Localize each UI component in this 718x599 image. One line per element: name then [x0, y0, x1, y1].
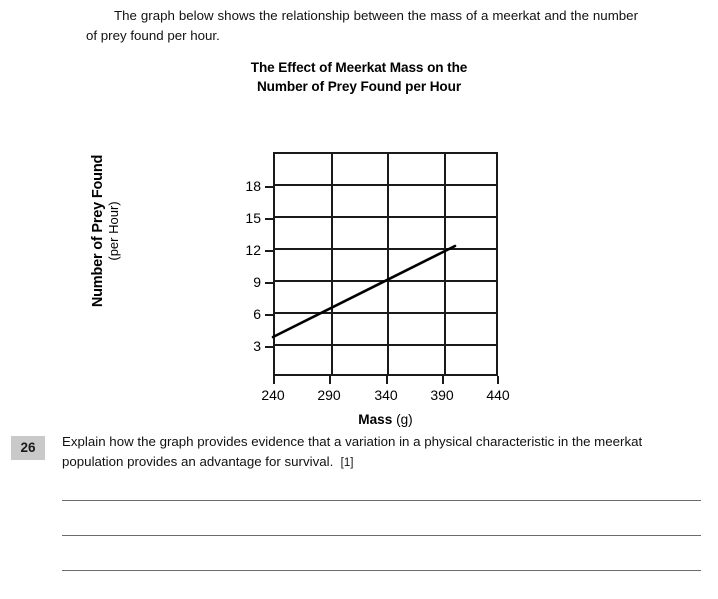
answer-line-2[interactable] — [62, 535, 701, 536]
chart-title — [0, 58, 718, 96]
x-tick-label-290: 290 — [317, 387, 341, 403]
x-tick-290 — [329, 376, 331, 384]
y-tick-label-9: 9 — [253, 274, 261, 290]
question-body: Explain how the graph provides evidence that a variation in a physical characteristic in the meerkat population provides an advantage for survival. — [62, 434, 643, 469]
y-tick-label-12: 12 — [245, 242, 261, 258]
x-axis-title-unit: (g) — [396, 412, 413, 427]
x-tick-label-290-wrap — [299, 387, 359, 403]
y-tick-3 — [265, 346, 274, 348]
x-tick-label-440-wrap — [468, 387, 528, 403]
y-tick-12 — [265, 250, 274, 252]
answer-line-3[interactable] — [62, 570, 701, 571]
x-tick-label-340: 340 — [374, 387, 398, 403]
x-axis-title-main: Mass — [358, 412, 393, 427]
chart-title-line-1: The Effect of Meerkat Mass on the — [250, 60, 468, 75]
y-tick-label-9-wrap — [221, 275, 261, 289]
y-axis-title-main: Number of Prey Found — [90, 154, 106, 308]
x-tick-440 — [497, 376, 499, 384]
intro-text: The graph below shows the relationship between the mass of a meerkat and the number of prey found per hour. — [86, 8, 638, 43]
x-tick-label-390: 390 — [430, 387, 454, 403]
x-tick-label-340-wrap — [356, 387, 416, 403]
x-tick-390 — [442, 376, 444, 384]
y-tick-6 — [265, 314, 274, 316]
y-axis-title-sub: (per Hour) — [106, 201, 121, 261]
y-tick-label-3-wrap — [221, 339, 261, 353]
question-number-badge: 26 — [11, 436, 45, 460]
y-tick-15 — [265, 218, 274, 220]
y-tick-label-12-wrap — [221, 243, 261, 257]
x-tick-label-240-wrap — [243, 387, 303, 403]
y-tick-label-18: 18 — [245, 178, 261, 194]
question-text — [62, 432, 702, 473]
y-axis-title — [91, 101, 121, 361]
y-tick-label-3: 3 — [253, 338, 261, 354]
data-series-line — [273, 152, 498, 376]
x-axis-title — [273, 412, 498, 427]
chart-title-line-2: Number of Prey Found per Hour — [256, 79, 462, 94]
y-tick-label-15-wrap — [221, 211, 261, 225]
x-tick-label-390-wrap — [412, 387, 472, 403]
question-marks: [1] — [340, 457, 354, 469]
answer-line-1[interactable] — [62, 500, 701, 501]
y-tick-label-6-wrap — [221, 307, 261, 321]
y-tick-label-15: 15 — [245, 210, 261, 226]
figure-block — [0, 58, 718, 427]
x-tick-label-240: 240 — [261, 387, 285, 403]
x-tick-240 — [273, 376, 275, 384]
y-tick-label-18-wrap — [221, 179, 261, 193]
y-tick-18 — [265, 186, 274, 188]
y-tick-9 — [265, 282, 274, 284]
y-tick-label-6: 6 — [253, 306, 261, 322]
x-tick-340 — [386, 376, 388, 384]
x-tick-label-440: 440 — [486, 387, 510, 403]
chart-area — [0, 96, 718, 427]
intro-paragraph — [86, 6, 638, 46]
